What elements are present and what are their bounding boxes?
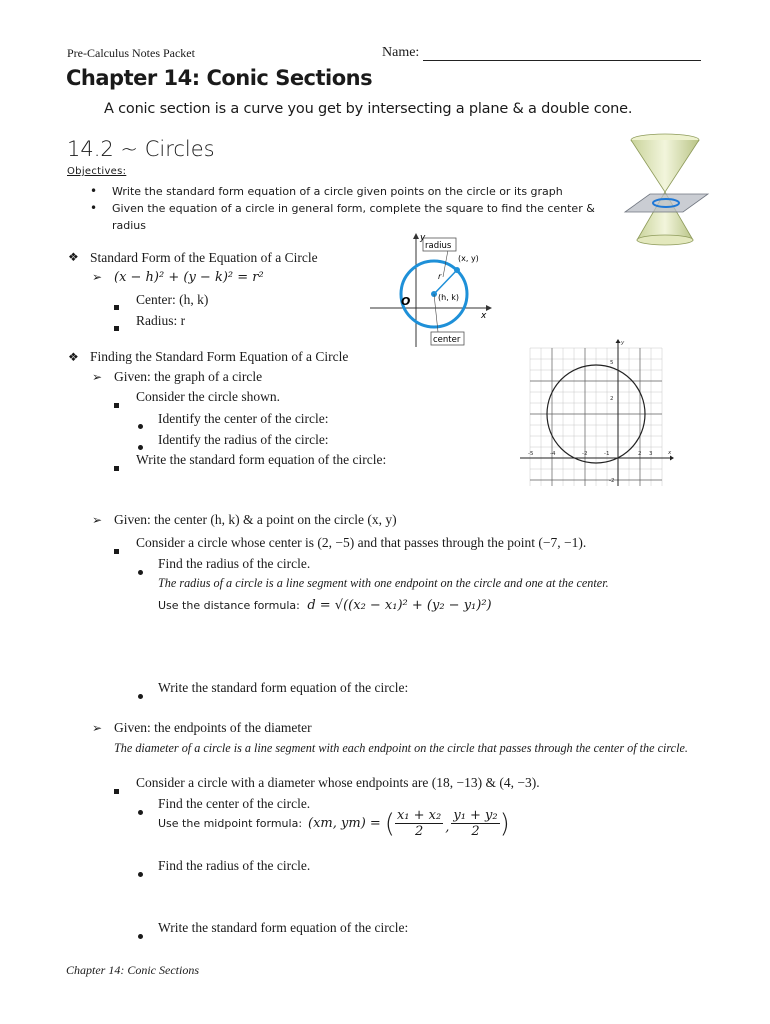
- diameter-problem-statement: Consider a circle with a diameter whose endpoints are (18, −13) & (4, −3).: [136, 775, 540, 790]
- standard-form-heading: Standard Form of the Equation of a Circle: [90, 250, 318, 265]
- chapter-title: Chapter 14: Conic Sections: [66, 66, 373, 90]
- diameter-definition-text: The diameter of a circle is a line segment with each endpoint on the circle that passes through the center of the circle.: [114, 741, 688, 755]
- midpoint-y-numerator: y₁ + y₂: [453, 808, 498, 823]
- tagline: A conic section is a curve you get by intersecting a plane & a double cone.: [104, 101, 633, 117]
- write-equation-prompt: Write the standard form equation of the circle:: [158, 920, 409, 935]
- x-tick-label: 2: [638, 451, 642, 457]
- x-axis-label: x: [481, 311, 487, 321]
- center-definition: Center: (h, k): [136, 292, 209, 307]
- given-center-heading: Given: the center (h, k) & a point on the circle (x, y): [114, 512, 397, 527]
- radius-box-label: radius: [425, 241, 452, 251]
- find-radius-prompt: Find the radius of the circle.: [158, 556, 311, 571]
- packet-title: Pre-Calculus Notes Packet: [67, 46, 195, 60]
- radius-definition-text: The radius of a circle is a line segment with one endpoint on the circle and one at the center.: [158, 576, 609, 590]
- center-point-label: (h, k): [438, 293, 460, 302]
- square-bullet-icon: [114, 541, 119, 559]
- x-axis-label: x: [668, 450, 672, 456]
- x-tick-label: -5: [528, 451, 534, 457]
- distance-formula-prefix: Use the distance formula:: [158, 599, 300, 612]
- square-bullet-icon: [114, 318, 119, 336]
- dot-bullet-icon: [138, 802, 143, 820]
- identify-radius-prompt: Identify the radius of the circle:: [158, 432, 329, 447]
- distance-formula-line: [158, 598, 492, 613]
- name-label: Name:: [382, 45, 420, 60]
- point-label: (x, y): [458, 254, 479, 263]
- consider-circle-text: Consider the circle shown.: [136, 389, 280, 404]
- section-title: 14.2 ~ Circles: [67, 137, 215, 161]
- y-axis-label: y: [420, 233, 426, 243]
- midpoint-x-denominator: 2: [414, 824, 424, 839]
- page-footer: Chapter 14: Conic Sections: [66, 963, 199, 977]
- origin-label: O: [401, 295, 411, 308]
- objectives-list: [90, 183, 610, 234]
- dot-bullet-icon: [138, 562, 143, 580]
- name-field[interactable]: [382, 45, 701, 61]
- standard-form-equation: (x − h)² + (y − k)² = r²: [114, 270, 264, 285]
- center-box-label: center: [433, 335, 461, 345]
- dot-bullet-icon: [138, 926, 143, 944]
- arrow-bullet-icon: ➢: [92, 370, 103, 384]
- radius-definition: Radius: r: [136, 313, 186, 328]
- given-graph-heading: Given: the graph of a circle: [114, 369, 263, 384]
- circle-grid-graph: [518, 338, 674, 488]
- objective-item: • Given the equation of a circle in general form, complete the square to find the center & radius: [90, 200, 610, 234]
- midpoint-lhs: (xm, ym) =: [308, 816, 381, 831]
- y-tick-label: 5: [610, 360, 614, 366]
- x-tick-label: -1: [604, 451, 610, 457]
- arrow-bullet-icon: ➢: [92, 513, 103, 527]
- arrow-bullet-icon: ➢: [92, 270, 103, 284]
- diamond-bullet-icon: ❖: [68, 250, 79, 264]
- right-paren-icon: ): [499, 808, 510, 839]
- circle-diagram: [368, 232, 500, 350]
- midpoint-formula-line: Use the midpoint formula: (xm, ym) = ( $\frac{\text{x₁ + x₂}}{2}$ , $\frac{\text{y₁ + y₂}}{2}$ ): [158, 808, 510, 839]
- diamond-bullet-icon: ❖: [68, 350, 79, 364]
- finding-heading: Finding the Standard Form Equation of a Circle: [90, 349, 349, 364]
- midpoint-x-numerator: x₁ + x₂: [396, 808, 442, 823]
- given-diameter-heading: Given: the endpoints of the diameter: [114, 720, 312, 735]
- identify-center-prompt: Identify the center of the circle:: [158, 411, 329, 426]
- dot-bullet-icon: [138, 416, 143, 434]
- y-tick-label: -2: [609, 478, 615, 484]
- objectives-heading: Objectives:: [67, 166, 127, 177]
- dot-bullet-icon: [138, 686, 143, 704]
- midpoint-formula-prefix: Use the midpoint formula:: [158, 817, 303, 830]
- double-cone-illustration: [620, 132, 710, 250]
- x-tick-label: -2: [582, 451, 588, 457]
- midpoint-y-denominator: 2: [471, 824, 480, 839]
- x-tick-label: -4: [550, 451, 556, 457]
- center-problem-statement: Consider a circle whose center is (2, −5) and that passes through the point (−7, −1).: [136, 535, 587, 550]
- y-axis-label: y: [621, 340, 625, 346]
- y-tick-label: 2: [610, 396, 614, 402]
- distance-formula: d = √((x₂ − x₁)² + (y₂ − y₁)²): [307, 598, 492, 613]
- objective-item: • Write the standard form equation of a circle given points on the circle or its graph: [90, 183, 610, 200]
- write-equation-prompt: Write the standard form equation of the circle:: [158, 680, 409, 695]
- x-tick-label: 3: [649, 451, 653, 457]
- dot-bullet-icon: [138, 864, 143, 882]
- square-bullet-icon: [114, 395, 119, 413]
- square-bullet-icon: [114, 781, 119, 799]
- square-bullet-icon: [114, 458, 119, 476]
- left-paren-icon: (: [384, 808, 395, 839]
- midpoint-x-fraction: [395, 808, 443, 839]
- name-blank-line[interactable]: [423, 47, 701, 61]
- find-center-prompt: Find the center of the circle.: [158, 796, 311, 811]
- r-label: r: [438, 272, 442, 281]
- square-bullet-icon: [114, 297, 119, 315]
- arrow-bullet-icon: ➢: [92, 721, 103, 735]
- midpoint-y-fraction: [451, 808, 499, 839]
- write-equation-prompt: Write the standard form equation of the circle:: [136, 452, 387, 467]
- find-radius-prompt: Find the radius of the circle.: [158, 858, 311, 873]
